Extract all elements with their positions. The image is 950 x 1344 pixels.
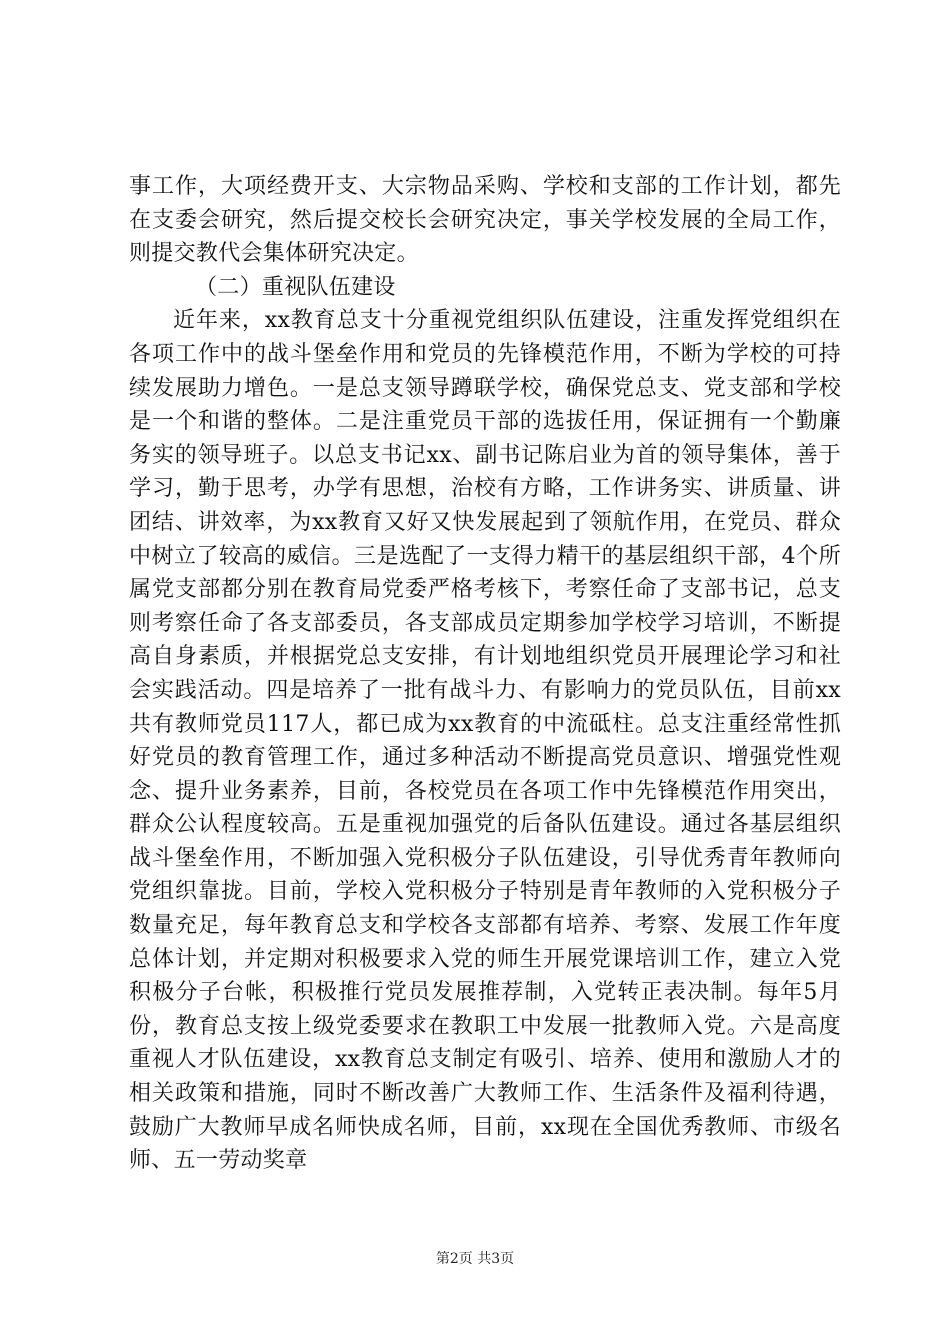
document-body bbox=[129, 170, 841, 1178]
section-subheading: （二）重视队伍建设 bbox=[195, 274, 396, 300]
body-paragraph: 近年来，xx教育总支十分重视党组织队伍建设，注重发挥党组织在各项工作中的战斗堡垒作用和党员的先锋模范作用，不断为学校的可持续发展助力增色。一是总支领导蹲联学校，确保党总支、党支部和学校是一个和谐的整体。二是注重党员干部的选拔任用，保证拥有一个勤廉务实的领导班子。以总支书记xx、副书记陈启业为首的领导集体，善于学习，勤于思考，办学有思想，治校有方略，工作讲务实、讲质量、讲团结、讲效率，为xx教育又好又快发展起到了领航作用，在党员、群众中树立了较高的威信。三是选配了一支得力精干的基层组织干部，4个所属党支部都分别在教育局党委严格考核下，考察任命了支部书记，总支则考察任命了各支部委员，各支部成员定期参加学校学习培训，不断提高自身素质，并根据党总支安排，有计划地组织党员开展理论学习和社会实践活动。四是培养了一批有战斗力、有影响力的党员队伍，目前xx共有教师党员117人，都已成为xx教育的中流砥柱。总支注重经常性抓好党员的教育管理工作，通过多种活动不断提高党员意识、增强党性观念、提升业务素养，目前，各校党员在各项工作中先锋模范作用突出，群众公认程度较高。五是重视加强党的后备队伍建设。通过各基层组织战斗堡垒作用，不断加强入党积极分子队伍建设，引导优秀青年教师向党组织靠拢。目前，学校入党积极分子特别是青年教师的入党积极分子数量充足，每年教育总支和学校各支部都有培养、考察、发展工作年度总体计划，并定期对积极要求入党的师生开展党课培训工作，建立入党积极分子台帐，积极推行党员发展推荐制，入党转正表决制。每年5月份，教育总支按上级党委要求在教职工中发展一批教师入党。六是高度重视人才队伍建设，xx教育总支制定有吸引、培养、使用和激励人才的相关政策和措施，同时不断改善广大教师工作、生活条件及福利待遇，鼓励广大教师早成名师快成名师，目前，xx现在全国优秀教师、市级名师、五一劳动奖章 bbox=[129, 308, 841, 1174]
page-footer: 第2页 共3页 bbox=[435, 1251, 515, 1267]
continuation-paragraph: 事工作，大项经费开支、大宗物品采购、学校和支部的工作计划，都先在支委会研究，然后提交校长会研究决定，事关学校发展的全局工作，则提交教代会集体研究决定。 bbox=[129, 174, 841, 267]
